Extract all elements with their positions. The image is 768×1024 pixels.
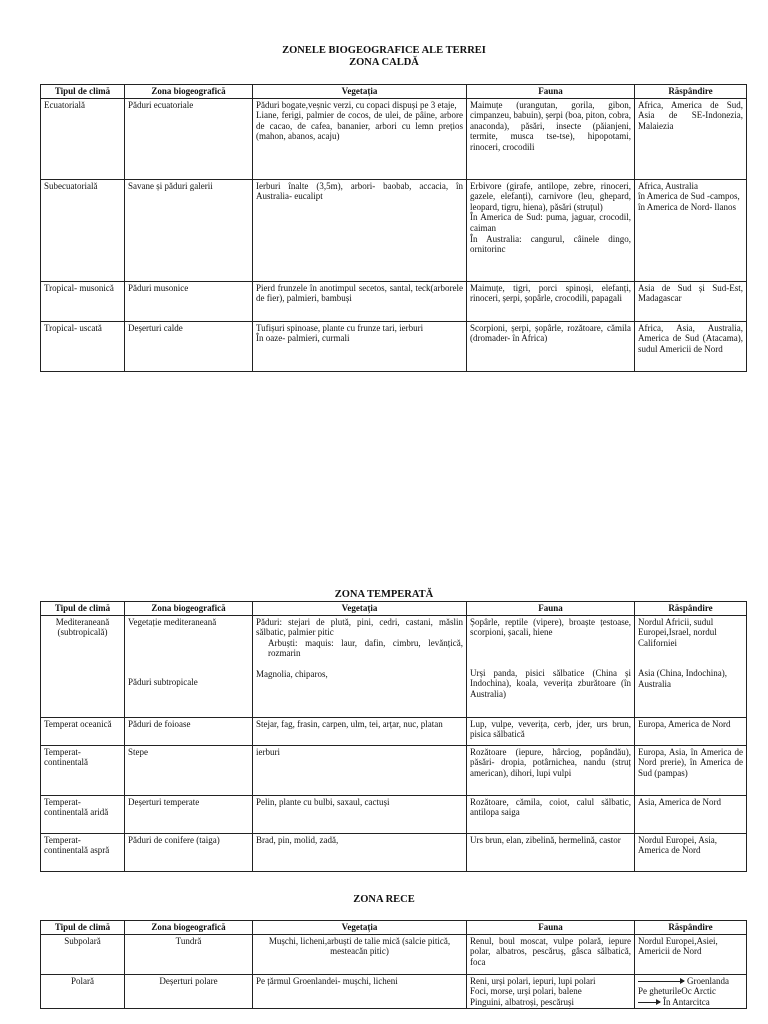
- header-zone: Zona biogeografică: [125, 921, 253, 935]
- fauna-cell: Maimuțe, tigri, porci spinoși, elefanți, rinoceri, șerpi, șopârle, crocodili, papagali: [467, 281, 635, 321]
- zone-cell: Păduri de foioase: [125, 717, 253, 745]
- warm-zone-table: [40, 84, 747, 372]
- range-cell: Nordul Europei, Asia, America de Nord: [635, 833, 747, 871]
- zone-cell: Păduri ecuatoriale: [125, 98, 253, 179]
- range-cell: Nordul Africii, sudul Europei,Israel, nordul Californiei Asia (China, Indochina), Australia: [635, 615, 747, 717]
- table-header-row: [41, 602, 747, 616]
- climate-cell: Subpolară: [41, 934, 125, 974]
- fauna-cell: Rozătoare (iepure, hârciog, popândău), păsări- dropia, potârnichea, nandu (struț american), dihori, lupi vulpi: [467, 745, 635, 795]
- header-range: Răspândire: [635, 85, 747, 99]
- range-cell: Europa, America de Nord: [635, 717, 747, 745]
- fauna-cell: Maimuțe (urangutan, gorila, gibon, cimpanzeu, babuin), șerpi (boa, piton, cobra, anaconda), păsări, insecte (păianjeni, termite, musca tse-tse), hipopotami, rinoceri, crocodili: [467, 98, 635, 179]
- climate-cell: Temperat- continentală aridă: [41, 795, 125, 833]
- vegetation-cell: Stejar, fag, frasin, carpen, ulm, tei, arțar, nuc, platan: [253, 717, 467, 745]
- cold-zone-table: [40, 920, 747, 1009]
- fauna-cell: Renul, boul moscat, vulpe polară, iepure polar, albatros, pescăruș, gâsca sălbatică, foca: [467, 934, 635, 974]
- vegetation-cell: Brad, pin, molid, zadă,: [253, 833, 467, 871]
- cold-zone-title: ZONA RECE: [353, 894, 415, 905]
- zone-cell: Păduri de conifere (taiga): [125, 833, 253, 871]
- zone-cell: Stepe: [125, 745, 253, 795]
- fauna-cell: Urs brun, elan, zibelină, hermelină, castor: [467, 833, 635, 871]
- fauna-cell: Erbivore (girafe, antilope, zebre, rinoceri, gazele, elefanți), carnivore (leu, ghepard, leopard, tigru, hiena), păsări (struțul) În America de Sud: puma, jaguar, crocodil, caiman În Australia: cangurul, câinele dingo, ornitorinc: [467, 179, 635, 281]
- header-climate: Tipul de climă: [41, 921, 125, 935]
- climate-cell: Tropical- uscată: [41, 321, 125, 371]
- header-fauna: Fauna: [467, 602, 635, 616]
- temperate-zone-title: ZONA TEMPERATĂ: [334, 589, 434, 600]
- climate-cell: Ecuatorială: [41, 98, 125, 179]
- vegetation-cell: Ierburi înalte (3,5m), arbori- baobab, accacia, în Australia- eucalipt: [253, 179, 467, 281]
- vegetation-cell: Pierd frunzele în anotimpul secetos, santal, teck(arborele de fier), palmieri, bambuși: [253, 281, 467, 321]
- range-cell: Africa, America de Sud, Asia de SE-Indonezia, Malaiezia: [635, 98, 747, 179]
- warm-zone-title: ZONA CALDĂ: [349, 57, 419, 68]
- range-cell: Nordul Europei,Asiei, Americii de Nord: [635, 934, 747, 974]
- header-fauna: Fauna: [467, 921, 635, 935]
- climate-cell: Temperat oceanică: [41, 717, 125, 745]
- vegetation-cell: Pe țărmul Groenlandei- mușchi, licheni: [253, 974, 467, 1009]
- table-header-row: [41, 85, 747, 99]
- table-row: [41, 745, 747, 795]
- vegetation-cell: Tufișuri spinoase, plante cu frunze tari, ierburi În oaze- palmieri, curmali: [253, 321, 467, 371]
- climate-cell: Tropical- musonică: [41, 281, 125, 321]
- header-climate: Tipul de climă: [41, 602, 125, 616]
- zone-cell: Deșerturi polare: [125, 974, 253, 1009]
- header-vegetation: Vegetația: [253, 602, 467, 616]
- arrow-right-icon: [638, 1002, 660, 1003]
- table-row: [41, 321, 747, 371]
- climate-cell: Mediteraneană (subtropicală): [41, 615, 125, 717]
- zone-cell: Deșerturi temperate: [125, 795, 253, 833]
- header-vegetation: Vegetația: [253, 921, 467, 935]
- header-vegetation: Vegetația: [253, 85, 467, 99]
- vegetation-cell: Păduri bogate,veșnic verzi, cu copaci dispuși pe 3 etaje, Liane, ferigi, palmier de cocos, de ulei, de pâine, arbore de cacao, de cafea, bananier, arbori cu lemn prețios (mahon, abanos, acaju): [253, 98, 467, 179]
- table-row: [41, 615, 747, 717]
- table-row: [41, 717, 747, 745]
- table-row: [41, 795, 747, 833]
- zone-cell: Deșerturi calde: [125, 321, 253, 371]
- header-fauna: Fauna: [467, 85, 635, 99]
- fauna-cell: Rozătoare, cămila, coiot, calul sălbatic, antilopa saiga: [467, 795, 635, 833]
- climate-cell: Temperat- continentală: [41, 745, 125, 795]
- table-row: [41, 179, 747, 281]
- climate-cell: Polară: [41, 974, 125, 1009]
- fauna-cell: Scorpioni, șerpi, șopârle, rozătoare, cămila (dromader- în Africa): [467, 321, 635, 371]
- range-cell: Asia de Sud și Sud-Est, Madagascar: [635, 281, 747, 321]
- zone-cell: Vegetație mediteraneană Păduri subtropicale: [125, 615, 253, 717]
- fauna-cell: Lup, vulpe, veverița, cerb, jder, urs brun, pisica sălbatică: [467, 717, 635, 745]
- header-climate: Tipul de climă: [41, 85, 125, 99]
- table-header-row: [41, 921, 747, 935]
- range-cell: Groenlanda Pe gheturileOc Arctic În Antarcitca: [635, 974, 747, 1009]
- climate-cell: Subecuatorială: [41, 179, 125, 281]
- table-row: [41, 98, 747, 179]
- vegetation-cell: Păduri: stejari de plută, pini, cedri, castani, măslin sălbatic, palmier pitic Arbuști: maquis: laur, dafin, cimbru, levănțică, rozmarin Magnolia, chiparos,: [253, 615, 467, 717]
- vegetation-cell: Pelin, plante cu bulbi, saxaul, cactuși: [253, 795, 467, 833]
- header-zone: Zona biogeografică: [125, 85, 253, 99]
- table-row: [41, 833, 747, 871]
- vegetation-cell: Mușchi, licheni,arbuști de talie mică (salcie pitică, mesteacăn pitic): [253, 934, 467, 974]
- zone-cell: Savane și păduri galerii: [125, 179, 253, 281]
- fauna-cell: Reni, urși polari, iepuri, lupi polari Foci, morse, urși polari, balene Pinguini, albatroși, pescăruși: [467, 974, 635, 1009]
- zone-cell: Tundră: [125, 934, 253, 974]
- range-cell: Africa, Asia, Australia, America de Sud (Atacama), sudul Americii de Nord: [635, 321, 747, 371]
- arrow-right-icon: [638, 981, 684, 982]
- header-range: Răspândire: [635, 602, 747, 616]
- header-zone: Zona biogeografică: [125, 602, 253, 616]
- fauna-cell: Șopârle, reptile (vipere), broaște țestoase, scorpioni, șacali, hiene Urși panda, pisici sălbatice (China și Indochina), koala, veverița zburătoare (în Australia): [467, 615, 635, 717]
- vegetation-cell: ierburi: [253, 745, 467, 795]
- climate-cell: Temperat- continentală aspră: [41, 833, 125, 871]
- zone-cell: Păduri musonice: [125, 281, 253, 321]
- range-cell: Africa, Australia în America de Sud -campos, în America de Nord- llanos: [635, 179, 747, 281]
- range-cell: Asia, America de Nord: [635, 795, 747, 833]
- temperate-zone-table: [40, 601, 747, 872]
- table-row: [41, 934, 747, 974]
- document-title: ZONELE BIOGEOGRAFICE ALE TERREI: [282, 45, 486, 56]
- header-range: Răspândire: [635, 921, 747, 935]
- range-cell: Europa, Asia, în America de Nord prerie), în America de Sud (pampas): [635, 745, 747, 795]
- table-row: [41, 281, 747, 321]
- table-row: [41, 974, 747, 1009]
